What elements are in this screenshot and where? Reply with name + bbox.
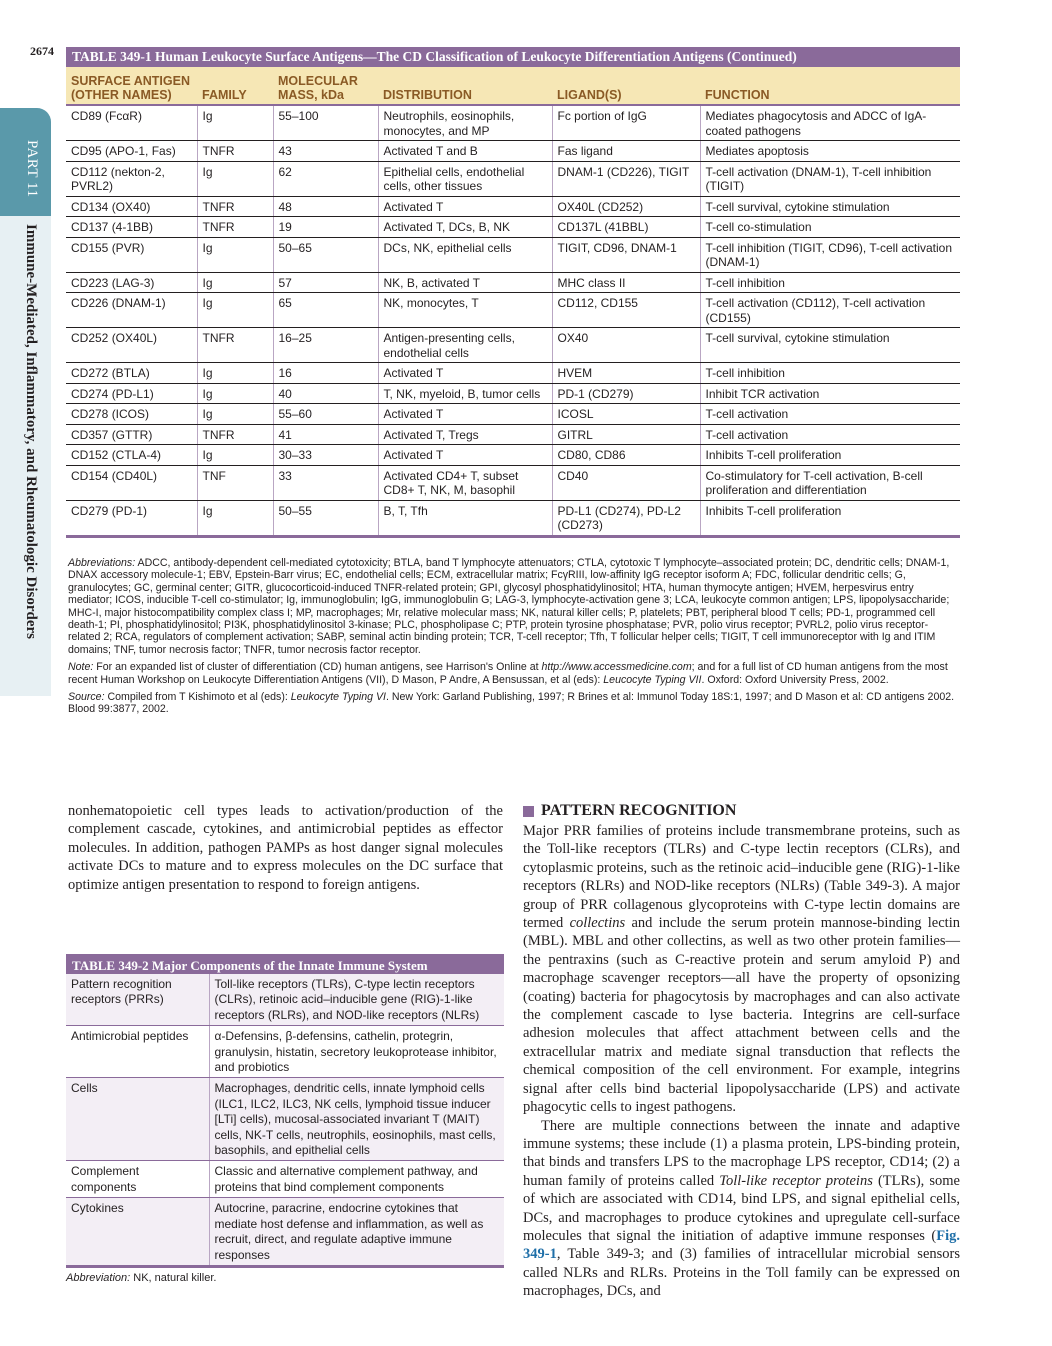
table-row <box>66 161 960 196</box>
cell-family: TNFR <box>197 424 273 445</box>
table-349-2-abbr-label: Abbreviation: <box>66 1271 131 1284</box>
table-row <box>66 1026 504 1078</box>
table-349-1-notes <box>68 557 958 721</box>
p2-text-a: There are multiple connections between the innate and adaptive immune systems; these include (1) a plasma protein, LPS-binding protein, that binds and transfers LPS to the macrophage LPS receptor, CD14; (2) a human family of proteins called <box>523 1117 960 1189</box>
cell-antigen: CD155 (PVR) <box>66 237 197 272</box>
cell-function: T-cell inhibition <box>700 272 960 293</box>
table-row <box>66 500 960 536</box>
source-note <box>68 691 958 716</box>
cell-component: Pattern recognition receptors (PRRs) <box>66 974 209 1026</box>
cell-mass: 57 <box>273 272 378 293</box>
note <box>68 661 958 686</box>
cell-mass: 43 <box>273 141 378 162</box>
cell-distribution: Activated T and B <box>378 141 552 162</box>
table-row <box>66 424 960 445</box>
note-text-2: ; and for a full list of CD human antigens from the most recent Human Workshop on Leukocyte Differentiation Antigens (VII), D Mason, P Andre, A Bensussan, et al (eds): <box>68 661 948 686</box>
cell-function: Mediates phagocytosis and ADCC of IgA-coated pathogens <box>700 105 960 141</box>
cell-ligand: CD112, CD155 <box>552 293 700 328</box>
p2-emphasis: Toll-like receptor proteins <box>719 1172 873 1189</box>
cell-antigen: CD89 (FcαR) <box>66 105 197 141</box>
right-paragraph-1 <box>523 822 960 1117</box>
cell-antigen: CD112 (nekton-2, PVRL2) <box>66 161 197 196</box>
source-text-2: . New York: Garland Publishing, 1997; R Brines et al: Immunol Today 18S:1, 1997; and D Mason et al: CD antigens 2002. Blood 99:3877, 2002. <box>68 691 955 716</box>
left-column <box>68 802 503 894</box>
p1-text-a: Major PRR families of proteins include transmembrane proteins, such as the Toll-like receptors (TLRs) and C-type lectin receptors (CLRs), and cytoplasmic proteins, such as the retinoic acid–inducible gene (RIG)-1-like receptors (RLRs) and NOD-like receptors (NLRs) (Table 349-3). A major group of PRR collagenous glycoproteins with C-type lectin domains are termed <box>523 823 960 932</box>
cd-antigen-table <box>66 67 960 538</box>
header-antigen: SURFACE ANTIGEN (OTHER NAMES) <box>66 67 197 105</box>
p2-text-c: , Table 349-3; and (3) families of intracellular microbial sensors called NLRs and RLRs. Proteins in the Toll family can be expressed on macrophages, DCs, and <box>523 1246 960 1300</box>
cell-ligand: ICOSL <box>552 404 700 425</box>
abbreviations-note <box>68 557 958 656</box>
table-header-row <box>66 67 960 105</box>
cell-antigen: CD252 (OX40L) <box>66 328 197 363</box>
abbreviations-label: Abbreviations: <box>68 557 136 569</box>
cell-function: T-cell activation <box>700 424 960 445</box>
cell-family: Ig <box>197 105 273 141</box>
note-text-3: . Oxford: Oxford University Press, 2002. <box>701 673 889 686</box>
right-paragraph-2 <box>523 1117 960 1301</box>
table-row <box>66 974 504 1026</box>
cell-function: T-cell inhibition (TIGIT, CD96), T-cell activation (DNAM-1) <box>700 237 960 272</box>
cell-antigen: CD137 (4-1BB) <box>66 217 197 238</box>
cell-function: T-cell inhibition <box>700 363 960 384</box>
header-mass: MOLECULAR MASS, kDa <box>273 67 378 105</box>
cell-description: Macrophages, dendritic cells, innate lymphoid cells (ILC1, ILC2, ILC3, NK cells, lymphoid tissue inducer [LTi] cells), mucosal-associated invariant T (MAIT) cells, NK-T cells, neutrophils, eosinophils, mast cells, basophils, and epithelial cells <box>209 1078 504 1161</box>
source-label: Source: <box>68 691 105 704</box>
cell-mass: 65 <box>273 293 378 328</box>
cell-mass: 62 <box>273 161 378 196</box>
p2-text-b: (TLRs), some of which are associated with CD14, bind LPS, and signal epithelial cells, DCs, and macrophages to produce cytokines and upregulate cell-surface molecules that signal the initiation of adaptive immune responses ( <box>523 1172 960 1244</box>
table-349-1-title: TABLE 349-1 Human Leukocyte Surface Antigens—The CD Classification of Leukocyte Differentiation Antigens (Continued) <box>66 47 960 67</box>
cell-family: Ig <box>197 237 273 272</box>
cell-component: Complement components <box>66 1161 209 1198</box>
cell-mass: 16 <box>273 363 378 384</box>
cell-mass: 16–25 <box>273 328 378 363</box>
cell-family: Ig <box>197 161 273 196</box>
cell-distribution: B, T, Tfh <box>378 500 552 536</box>
cell-ligand: OX40L (CD252) <box>552 196 700 217</box>
cell-ligand: Fc portion of IgG <box>552 105 700 141</box>
table-349-1 <box>66 47 960 538</box>
cell-component: Cells <box>66 1078 209 1161</box>
cell-family: TNFR <box>197 141 273 162</box>
cell-mass: 55–60 <box>273 404 378 425</box>
cell-antigen: CD274 (PD-L1) <box>66 383 197 404</box>
table-349-2-abbr: NK, natural killer. <box>133 1271 217 1284</box>
cell-family: Ig <box>197 445 273 466</box>
cell-function: Inhibit TCR activation <box>700 383 960 404</box>
cell-function: T-cell co-stimulation <box>700 217 960 238</box>
table-row <box>66 141 960 162</box>
table-row <box>66 445 960 466</box>
cell-distribution: NK, monocytes, T <box>378 293 552 328</box>
right-column <box>523 802 960 1301</box>
cell-ligand: TIGIT, CD96, DNAM-1 <box>552 237 700 272</box>
cell-ligand: Fas ligand <box>552 141 700 162</box>
cell-description: α-Defensins, β-defensins, cathelin, protegrin, granulysin, histatin, secretory leukoprotease inhibitor, and probiotics <box>209 1026 504 1078</box>
cell-function: T-cell activation <box>700 404 960 425</box>
cell-ligand: OX40 <box>552 328 700 363</box>
cell-distribution: Antigen-presenting cells, endothelial cells <box>378 328 552 363</box>
cell-distribution: Activated T <box>378 445 552 466</box>
cell-distribution: Epithelial cells, endothelial cells, other tissues <box>378 161 552 196</box>
table-349-2-title: TABLE 349-2 Major Components of the Innate Immune System <box>66 954 504 974</box>
cell-ligand: CD137L (41BBL) <box>552 217 700 238</box>
table-row <box>66 465 960 500</box>
cell-distribution: Activated T <box>378 363 552 384</box>
section-label: Immune-Mediated, Inflammatory, and Rheumatologic Disorders <box>23 224 39 639</box>
cell-component: Antimicrobial peptides <box>66 1026 209 1078</box>
cell-description: Toll-like receptors (TLRs), C-type lectin receptors (CLRs), retinoic acid–inducible gene (RIG)-1-like receptors (RLRs), and NOD-like receptors (NLRs) <box>209 974 504 1026</box>
cell-distribution: Activated T, DCs, B, NK <box>378 217 552 238</box>
header-ligand: LIGAND(S) <box>552 67 700 105</box>
cell-distribution: Activated CD4+ T, subset CD8+ T, NK, M, basophil <box>378 465 552 500</box>
cell-ligand: CD40 <box>552 465 700 500</box>
note-label: Note: <box>68 661 94 674</box>
cell-antigen: CD223 (LAG-3) <box>66 272 197 293</box>
cell-antigen: CD134 (OX40) <box>66 196 197 217</box>
cell-mass: 40 <box>273 383 378 404</box>
table-row <box>66 328 960 363</box>
p1-emphasis: collectins <box>569 915 626 932</box>
cell-function: T-cell activation (DNAM-1), T-cell inhibition (TIGIT) <box>700 161 960 196</box>
cell-antigen: CD152 (CTLA-4) <box>66 445 197 466</box>
cell-mass: 30–33 <box>273 445 378 466</box>
innate-components-table <box>66 974 504 1268</box>
cell-mass: 19 <box>273 217 378 238</box>
cell-description: Autocrine, paracrine, endocrine cytokines that mediate host defense and inflammation, as well as recruit, direct, and regulate adaptive immune responses <box>209 1198 504 1267</box>
cell-function: Co-stimulatory for T-cell activation, B-cell proliferation and differentiation <box>700 465 960 500</box>
side-tab <box>0 108 51 696</box>
cell-family: Ig <box>197 404 273 425</box>
table-row <box>66 272 960 293</box>
cell-ligand: PD-1 (CD279) <box>552 383 700 404</box>
cell-function: T-cell survival, cytokine stimulation <box>700 328 960 363</box>
abbreviations-text: ADCC, antibody-dependent cell-mediated cytotoxicity; BTLA, band T lymphocyte attenuators; CTLA, cytotoxic T lymphocyte–associated protein; DC, dendritic cells; DNAM-1, DNAX accessory molecule-1; EBV, Epstein-Barr virus; EC, endothelial cells; ECM, extracellular matrix; FcγRIII, low-affinity IgG receptor isoform A; FDC, follicular dendritic cells; G, granulocytes; GC, germinal center; GITR, glucocorticoid-induced TNFR-related protein; GPI, glycosyl phosphatidylinositol; HTA, human thymocyte antigen; HVEM, herpesvirus entry mediator; ICOS, inducible T-cell co-stimulator; Ig, immunoglobulin; IgG, immunoglobulin G; LAG-3, lymphocyte-activation gene 3; LCA, leukocyte common antigen; LPS, lipopolysaccharide; MHC-I, major histocompatibility complex class I; MP, macrophages; Mr, relative molecular mass; NK, natural killer cells; P, platelets; PBT, peripheral blood T cells; PD-1, programmed cell death-1; PI, phosphatidylinositol; PI3K, phosphatidylinositol 3-kinase; PLC, phospholipase C; PTP, protein tyrosine phosphatase; PVR, polio virus receptor; PVRL2, polio virus receptor-related 2; RCA, regulators of complement activation; SABP, seminal actin binding protein; TCR, T-cell receptor; Tfh, T follicular helper cells; TIGIT, T cell immunoreceptor with Ig and ITIM domains; TNF, tumor necrosis factor; TNFR, tumor necrosis factor receptor. <box>68 557 950 656</box>
table-row <box>66 196 960 217</box>
cell-mass: 50–55 <box>273 500 378 536</box>
figure-link[interactable]: Fig. 349-1 <box>523 1227 960 1263</box>
p1-text-b: and include the serum protein mannose-binding lectin (MBL). MBL and other collectins, as well as two other protein families—the pentraxins (such as C-reactive protein and serum amyloid P) and macrophage scavenger receptors—all have the property of opsonizing (coating) bacteria for phagocytosis by macrophages and can also activate the complement cascade to lyse bacteria. Integrins are cell-surface adhesion molecules that affect attachment between cells and the extracellular matrix and mediate signal transduction that reflects the chemical composition of the cell environment. For example, integrins signal after cells bind bacterial lipopolysaccharide (LPS) and activate phagocytic cells to ingest pathogens. <box>523 915 960 1116</box>
section-heading <box>523 802 960 820</box>
cell-antigen: CD272 (BTLA) <box>66 363 197 384</box>
cell-ligand: MHC class II <box>552 272 700 293</box>
table-349-2 <box>66 954 504 1284</box>
cell-function: T-cell activation (CD112), T-cell activation (CD155) <box>700 293 960 328</box>
cell-distribution: Neutrophils, eosinophils, monocytes, and MP <box>378 105 552 141</box>
cell-antigen: CD278 (ICOS) <box>66 404 197 425</box>
cell-description: Classic and alternative complement pathway, and proteins that bind complement components <box>209 1161 504 1198</box>
cell-family: TNFR <box>197 217 273 238</box>
cell-family: Ig <box>197 500 273 536</box>
cell-distribution: Activated T <box>378 404 552 425</box>
cell-distribution: Activated T, Tregs <box>378 424 552 445</box>
cell-distribution: DCs, NK, epithelial cells <box>378 237 552 272</box>
table-row <box>66 293 960 328</box>
cell-family: Ig <box>197 383 273 404</box>
cell-ligand: DNAM-1 (CD226), TIGIT <box>552 161 700 196</box>
cell-mass: 55–100 <box>273 105 378 141</box>
heading-square-icon <box>523 806 534 817</box>
cell-mass: 50–65 <box>273 237 378 272</box>
part-label: PART 11 <box>24 140 40 198</box>
table-row <box>66 1078 504 1161</box>
cell-distribution: Activated T <box>378 196 552 217</box>
cell-ligand: CD80, CD86 <box>552 445 700 466</box>
cell-function: Mediates apoptosis <box>700 141 960 162</box>
table-349-2-note <box>66 1272 504 1284</box>
cell-component: Cytokines <box>66 1198 209 1267</box>
cell-family: Ig <box>197 272 273 293</box>
cell-antigen: CD279 (PD-1) <box>66 500 197 536</box>
note-book: Leucocyte Typing VII <box>603 673 702 686</box>
table-row <box>66 217 960 238</box>
cell-family: TNF <box>197 465 273 500</box>
cell-distribution: T, NK, myeloid, B, tumor cells <box>378 383 552 404</box>
cell-mass: 33 <box>273 465 378 500</box>
table-row <box>66 1198 504 1267</box>
cell-family: Ig <box>197 363 273 384</box>
cell-family: Ig <box>197 293 273 328</box>
header-family: FAMILY <box>197 67 273 105</box>
cell-function: Inhibits T-cell proliferation <box>700 500 960 536</box>
left-paragraph: nonhematopoietic cell types leads to activation/production of the complement cascade, cytokines, and antimicrobial peptides as effector molecules. In addition, pathogen PAMPs as host danger signal molecules activate DCs to mature and to express molecules on the DC surface that optimize antigen presentation to respond to foreign antigens. <box>68 803 503 893</box>
page-number: 2674 <box>30 44 54 58</box>
table-row <box>66 363 960 384</box>
cell-distribution: NK, B, activated T <box>378 272 552 293</box>
table-row <box>66 237 960 272</box>
source-text-1: Compiled from T Kishimoto et al (eds): <box>107 691 291 704</box>
cell-ligand: PD-L1 (CD274), PD-L2 (CD273) <box>552 500 700 536</box>
cell-family: TNFR <box>197 196 273 217</box>
cell-antigen: CD154 (CD40L) <box>66 465 197 500</box>
header-function: FUNCTION <box>700 67 960 105</box>
side-tab-part <box>0 108 51 216</box>
cell-antigen: CD357 (GTTR) <box>66 424 197 445</box>
cell-ligand: HVEM <box>552 363 700 384</box>
cell-ligand: GITRL <box>552 424 700 445</box>
cell-function: T-cell survival, cytokine stimulation <box>700 196 960 217</box>
table-row <box>66 383 960 404</box>
section-heading-text: PATTERN RECOGNITION <box>541 801 737 819</box>
cell-antigen: CD226 (DNAM-1) <box>66 293 197 328</box>
cell-mass: 48 <box>273 196 378 217</box>
note-url[interactable]: http://www.accessmedicine.com <box>541 661 692 674</box>
cell-antigen: CD95 (APO-1, Fas) <box>66 141 197 162</box>
header-distribution: DISTRIBUTION <box>378 67 552 105</box>
table-row <box>66 1161 504 1198</box>
cell-function: Inhibits T-cell proliferation <box>700 445 960 466</box>
cell-mass: 41 <box>273 424 378 445</box>
note-text-1: For an expanded list of cluster of differentiation (CD) human antigens, see Harrison's Online at <box>96 661 542 674</box>
table-row <box>66 404 960 425</box>
source-book: Leukocyte Typing VI <box>290 691 386 704</box>
table-row <box>66 105 960 141</box>
cell-family: TNFR <box>197 328 273 363</box>
